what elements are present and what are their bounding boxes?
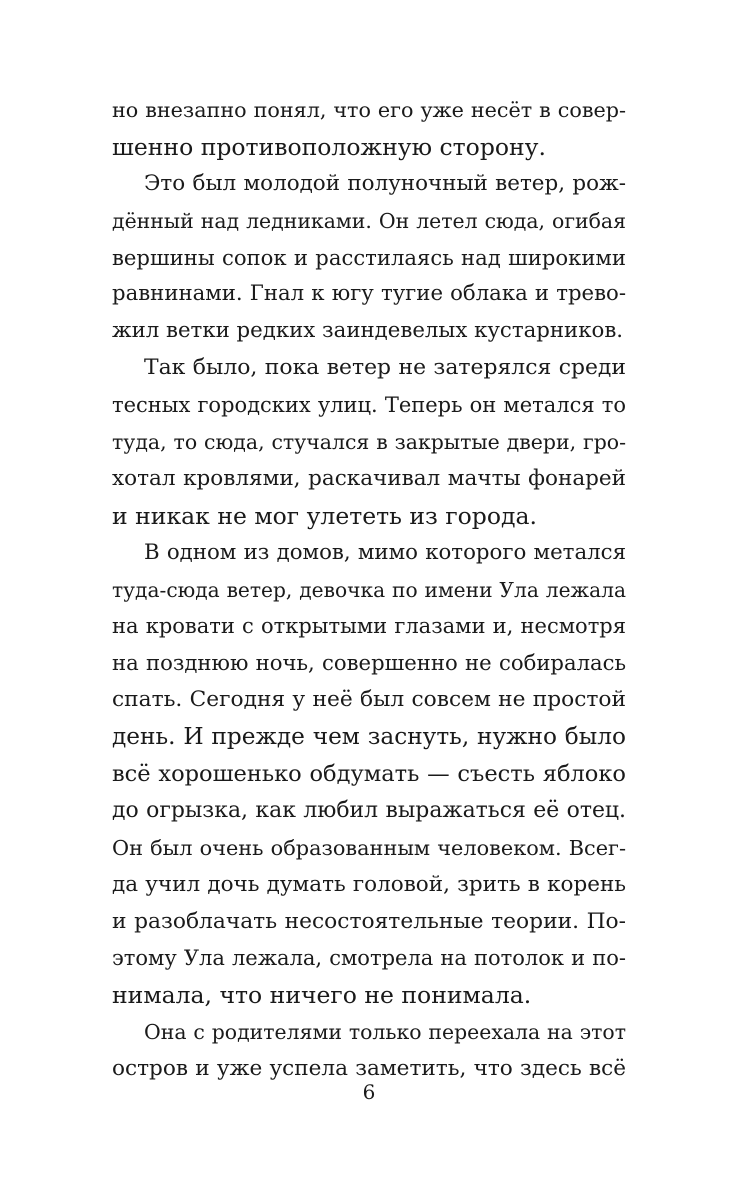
- text-line: туда, то сюда, стучался в закрытые двери, гро-: [112, 430, 626, 455]
- text-line: жил ветки редких заиндевелых кустарников.: [112, 318, 624, 344]
- text-line: на позднюю ночь, совершенно не собиралась: [112, 650, 626, 676]
- text-line: и разоблачать несостоятельные теории. По-: [112, 908, 626, 934]
- text-line: спать. Сегодня у неё был совсем не простой: [112, 687, 626, 713]
- text-line: шенно противоположную сторону.: [112, 132, 546, 161]
- text-line: нимала, что ничего не понимала.: [112, 981, 532, 1010]
- text-line: всё хорошенько обдумать — съесть яблоко: [112, 761, 626, 788]
- page-number: 6: [362, 1080, 376, 1104]
- text-line: Он был очень образованным человеком. Всег-: [112, 835, 626, 860]
- text-line: равнинами. Гнал к югу тугие облака и трево-: [112, 281, 626, 307]
- text-line: Так было, пока ветер не затерялся среди: [144, 355, 626, 381]
- text-line: тесных городских улиц. Теперь он метался то: [112, 393, 626, 418]
- text-line: и никак не мог улететь из города.: [112, 501, 537, 530]
- text-line: туда-сюда ветер, девочка по имени Ула лежала: [112, 577, 626, 602]
- text-line: Она с родителями только переехала на этот: [144, 1020, 626, 1045]
- body-text: [112, 92, 626, 1088]
- text-line: день. И прежде чем заснуть, нужно было: [112, 723, 626, 751]
- text-line: этому Ула лежала, смотрела на потолок и по-: [112, 945, 626, 971]
- text-line: остров и уже успела заметить, что здесь всё: [112, 1056, 626, 1082]
- text-line: вершины сопок и расстилаясь над широкими: [112, 244, 626, 270]
- text-line: В одном из домов, мимо которого метался: [144, 539, 626, 565]
- text-line: дённый над ледниками. Он летел сюда, огибая: [112, 208, 626, 233]
- text-line: да учил дочь думать головой, зрить в корень: [112, 871, 626, 897]
- text-line: хотал кровлями, раскачивал мачты фонарей: [112, 465, 626, 491]
- text-line: до огрызка, как любил выражаться её отец.: [112, 797, 626, 823]
- text-line: но внезапно понял, что его уже несёт в совер-: [112, 98, 626, 122]
- text-line: на кровати с открытыми глазами и, несмотря: [112, 613, 626, 639]
- text-line: Это был молодой полуночный ветер, рож-: [144, 170, 626, 196]
